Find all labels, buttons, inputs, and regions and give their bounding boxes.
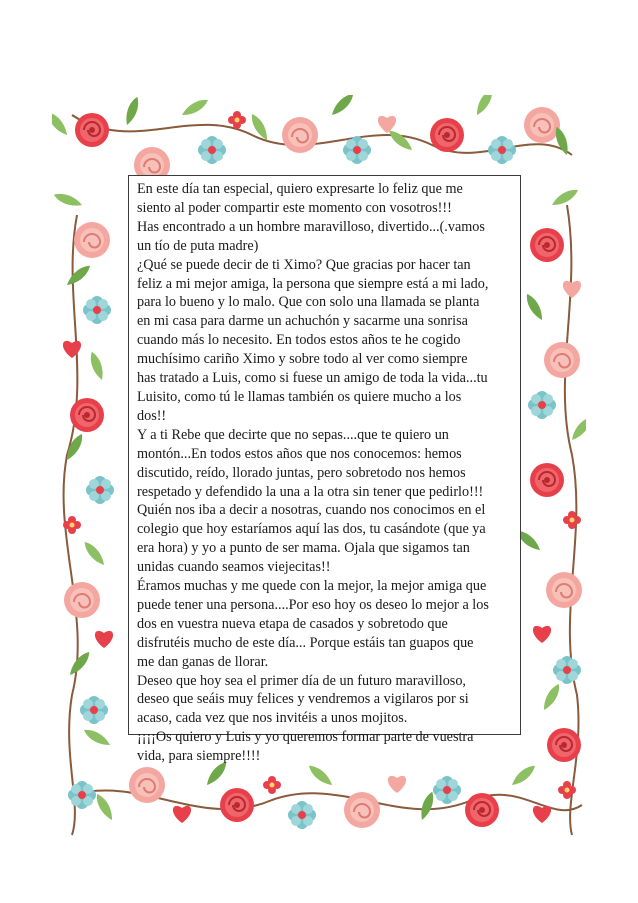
letter-line: unidas cuando seamos viejecitas!! (137, 559, 331, 576)
letter-line: En este día tan especial, quiero expresarte lo feliz que me (137, 181, 463, 197)
letter-line: ¡¡¡¡Os quiero y Luis y yo queremos formar parte de vuestra (137, 729, 474, 746)
letter-line: deseo que seáis muy felices y vendremos a vigilaros por si (137, 691, 469, 708)
letter-line: feliz a mi mejor amiga, la persona que siempre está a mi lado, (137, 275, 489, 292)
letter-line: un tío de puta madre) (137, 237, 259, 254)
letter-line: Quién nos iba a decir a nosotras, cuando nos conocimos en el (137, 502, 486, 519)
letter-line: en mi casa para darme un achuchón y sacarme una sonrisa (137, 313, 468, 330)
letter-line: ¿Qué se puede decir de ti Ximo? Que gracias por hacer tan (137, 256, 471, 273)
letter-line: muchísimo cariño Ximo y sobre todo al ver como siempre (137, 351, 468, 368)
letter-line: montón...En todos estos años que nos conocemos: hemos (137, 445, 462, 462)
letter-line: cuando más lo necesito. En todos estos años te he cogido (137, 332, 461, 349)
letter-line: Éramos muchas y me quede con la mejor, la mejor amiga que (137, 578, 487, 595)
letter-line: colegio que hoy estaríamos aquí las dos, tu casándote (que ya (137, 521, 486, 538)
letter-line: me dan ganas de llorar. (137, 653, 269, 670)
letter-line: disfrutéis mucho de este día... Porque estáis tan guapos que (137, 634, 474, 651)
letter-body (137, 180, 519, 766)
letter-line: respetado y defendido la una a la otra sin tener que pedirlo!!! (137, 483, 484, 500)
letter-line: acaso, cada vez que nos invitéis a unos mojitos. (137, 710, 408, 727)
letter-line: has tratado a Luis, como si fuese un amigo de toda la vida...tu (137, 370, 488, 387)
letter-line: Luisito, como tú le llamas también os quiere mucho a los (137, 388, 462, 405)
letter-line: para lo bueno y lo malo. Que con solo una llamada se planta (137, 294, 480, 311)
letter-line: era hora) y yo a punto de ser mama. Ojala que sigamos tan (137, 540, 470, 557)
letter-line: dos!! (137, 407, 167, 424)
letter-line: puede tener una persona....Por eso hoy os deseo lo mejor a los (137, 596, 489, 613)
letter-line: Y a ti Rebe que decirte que no sepas....que te quiero un (137, 426, 449, 443)
letter-line: Deseo que hoy sea el primer día de un futuro maravilloso, (137, 672, 466, 689)
letter-text-box (128, 175, 521, 765)
letter-line: siento al poder compartir este momento con vosotros!!! (137, 199, 452, 216)
letter-line: vida, para siempre!!!! (137, 748, 261, 765)
letter-line: Has encontrado a un hombre maravilloso, divertido...(.vamos (137, 218, 485, 235)
letter-line: discutido, reído, llorado juntas, pero sobretodo nos hemos (137, 464, 466, 481)
letter-line: dos en vuestra nueva etapa de casados y sobretodo que (137, 615, 448, 632)
